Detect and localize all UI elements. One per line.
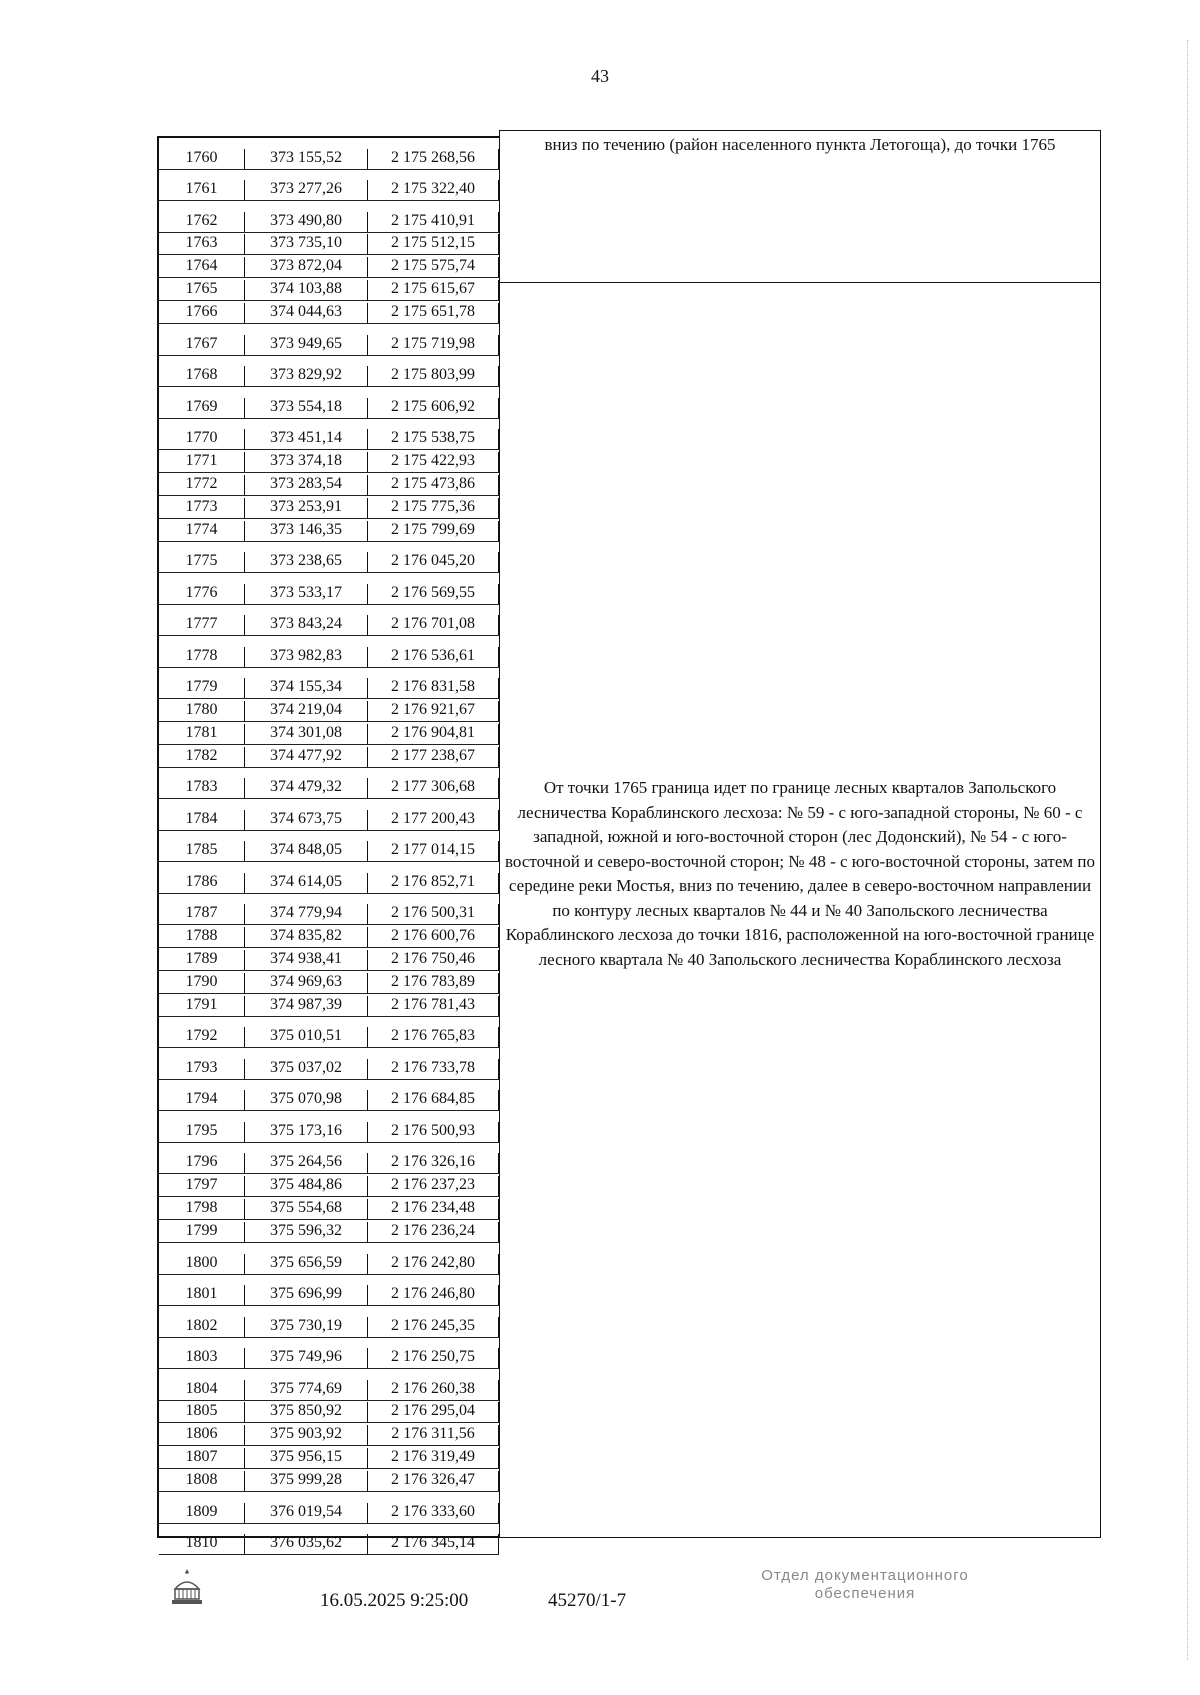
x-coordinate-cell: 373 374,18 [245, 452, 368, 472]
table-row [159, 1143, 499, 1175]
point-number-cell: 1773 [159, 498, 245, 518]
point-number-cell: 1764 [159, 257, 245, 277]
x-coordinate-cell: 375 554,68 [245, 1199, 368, 1219]
y-coordinate-cell: 2 176 569,55 [368, 584, 499, 604]
y-coordinate-cell: 2 176 345,14 [368, 1534, 499, 1554]
table-row [159, 1174, 499, 1197]
y-coordinate-cell: 2 176 781,43 [368, 996, 499, 1016]
y-coordinate-cell: 2 176 733,78 [368, 1059, 499, 1079]
table-row [159, 301, 499, 324]
table-row [159, 419, 499, 451]
x-coordinate-cell: 375 484,86 [245, 1176, 368, 1196]
y-coordinate-cell: 2 175 719,98 [368, 335, 499, 355]
y-coordinate-cell: 2 175 538,75 [368, 429, 499, 449]
y-coordinate-cell: 2 176 245,35 [368, 1317, 499, 1337]
description-column [499, 130, 1101, 1538]
x-coordinate-cell: 373 872,04 [245, 257, 368, 277]
table-row [159, 233, 499, 256]
table-row [159, 722, 499, 745]
point-number-cell: 1767 [159, 335, 245, 355]
table-row [159, 1423, 499, 1446]
point-number-cell: 1799 [159, 1222, 245, 1242]
table-row [159, 1243, 499, 1275]
x-coordinate-cell: 373 155,52 [245, 149, 368, 169]
x-coordinate-cell: 375 850,92 [245, 1402, 368, 1422]
x-coordinate-cell: 375 264,56 [245, 1153, 368, 1173]
point-number-cell: 1763 [159, 234, 245, 254]
point-number-cell: 1810 [159, 1534, 245, 1554]
x-coordinate-cell: 375 696,99 [245, 1285, 368, 1305]
y-coordinate-cell: 2 175 775,36 [368, 498, 499, 518]
table-row [159, 1080, 499, 1112]
x-coordinate-cell: 375 070,98 [245, 1090, 368, 1110]
table-row [159, 971, 499, 994]
point-number-cell: 1778 [159, 647, 245, 667]
point-number-cell: 1807 [159, 1448, 245, 1468]
point-number-cell: 1784 [159, 810, 245, 830]
table-row [159, 745, 499, 768]
y-coordinate-cell: 2 177 306,68 [368, 778, 499, 798]
x-coordinate-cell: 373 735,10 [245, 234, 368, 254]
y-coordinate-cell: 2 176 684,85 [368, 1090, 499, 1110]
point-number-cell: 1795 [159, 1122, 245, 1142]
y-coordinate-cell: 2 176 904,81 [368, 724, 499, 744]
table-row [159, 1446, 499, 1469]
table-row [159, 1469, 499, 1492]
x-coordinate-cell: 375 956,15 [245, 1448, 368, 1468]
x-coordinate-cell: 374 673,75 [245, 810, 368, 830]
y-coordinate-cell: 2 175 473,86 [368, 475, 499, 495]
x-coordinate-cell: 373 277,26 [245, 180, 368, 200]
point-number-cell: 1791 [159, 996, 245, 1016]
table-row [159, 1197, 499, 1220]
y-coordinate-cell: 2 175 651,78 [368, 303, 499, 323]
table-row [159, 831, 499, 863]
footer-datetime: 16.05.2025 9:25:00 [320, 1590, 469, 1611]
y-coordinate-cell: 2 176 333,60 [368, 1503, 499, 1523]
x-coordinate-cell: 373 843,24 [245, 615, 368, 635]
y-coordinate-cell: 2 176 236,24 [368, 1222, 499, 1242]
y-coordinate-cell: 2 175 512,15 [368, 234, 499, 254]
point-number-cell: 1772 [159, 475, 245, 495]
y-coordinate-cell: 2 176 246,80 [368, 1285, 499, 1305]
point-number-cell: 1762 [159, 212, 245, 232]
table-row [159, 1492, 499, 1524]
x-coordinate-cell: 373 146,35 [245, 521, 368, 541]
x-coordinate-cell: 374 835,82 [245, 927, 368, 947]
x-coordinate-cell: 374 044,63 [245, 303, 368, 323]
point-number-cell: 1760 [159, 149, 245, 169]
x-coordinate-cell: 374 779,94 [245, 904, 368, 924]
x-coordinate-cell: 373 490,80 [245, 212, 368, 232]
x-coordinate-cell: 373 982,83 [245, 647, 368, 667]
point-number-cell: 1779 [159, 678, 245, 698]
point-number-cell: 1805 [159, 1402, 245, 1422]
point-number-cell: 1769 [159, 398, 245, 418]
y-coordinate-cell: 2 176 295,04 [368, 1402, 499, 1422]
table-row [159, 450, 499, 473]
point-number-cell: 1801 [159, 1285, 245, 1305]
table-row [159, 1401, 499, 1424]
y-coordinate-cell: 2 175 422,93 [368, 452, 499, 472]
table-row [159, 542, 499, 574]
page-number: 43 [591, 66, 609, 86]
point-number-cell: 1782 [159, 747, 245, 767]
point-number-cell: 1775 [159, 552, 245, 572]
point-number-cell: 1761 [159, 180, 245, 200]
emblem-logo-icon [165, 1565, 209, 1609]
point-number-cell: 1783 [159, 778, 245, 798]
table-row [159, 862, 499, 894]
table-row [159, 1048, 499, 1080]
point-number-cell: 1770 [159, 429, 245, 449]
x-coordinate-cell: 373 451,14 [245, 429, 368, 449]
table-row [159, 1111, 499, 1143]
y-coordinate-cell: 2 176 311,56 [368, 1425, 499, 1445]
y-coordinate-cell: 2 175 322,40 [368, 180, 499, 200]
x-coordinate-cell: 373 829,92 [245, 366, 368, 386]
x-coordinate-cell: 374 301,08 [245, 724, 368, 744]
table-row [159, 668, 499, 700]
table-row [159, 1017, 499, 1049]
table-row [159, 699, 499, 722]
table-row [159, 1369, 499, 1401]
point-number-cell: 1774 [159, 521, 245, 541]
y-coordinate-cell: 2 176 783,89 [368, 973, 499, 993]
y-coordinate-cell: 2 176 260,38 [368, 1380, 499, 1400]
point-number-cell: 1796 [159, 1153, 245, 1173]
table-row [159, 605, 499, 637]
x-coordinate-cell: 375 730,19 [245, 1317, 368, 1337]
table-row [159, 768, 499, 800]
point-number-cell: 1797 [159, 1176, 245, 1196]
point-number-cell: 1766 [159, 303, 245, 323]
x-coordinate-cell: 374 938,41 [245, 950, 368, 970]
footer-department-line2: обеспечения [814, 1585, 916, 1602]
y-coordinate-cell: 2 176 242,80 [368, 1254, 499, 1274]
y-coordinate-cell: 2 176 500,93 [368, 1122, 499, 1142]
table-row [159, 356, 499, 388]
x-coordinate-cell: 376 019,54 [245, 1503, 368, 1523]
x-coordinate-cell: 374 969,63 [245, 973, 368, 993]
x-coordinate-cell: 374 614,05 [245, 873, 368, 893]
x-coordinate-cell: 375 903,92 [245, 1425, 368, 1445]
x-coordinate-cell: 375 596,32 [245, 1222, 368, 1242]
footer-document-number: 45270/1-7 [548, 1590, 627, 1611]
y-coordinate-cell: 2 176 237,23 [368, 1176, 499, 1196]
y-coordinate-cell: 2 176 921,67 [368, 701, 499, 721]
y-coordinate-cell: 2 176 500,31 [368, 904, 499, 924]
y-coordinate-cell: 2 176 326,16 [368, 1153, 499, 1173]
point-number-cell: 1776 [159, 584, 245, 604]
coordinates-table [149, 130, 1101, 1552]
y-coordinate-cell: 2 176 234,48 [368, 1199, 499, 1219]
table-row [159, 1220, 499, 1243]
point-number-cell: 1790 [159, 973, 245, 993]
footer-department-line1: Отдел документационного [761, 1567, 969, 1584]
table-row [159, 255, 499, 278]
x-coordinate-cell: 374 103,88 [245, 280, 368, 300]
x-coordinate-cell: 375 749,96 [245, 1348, 368, 1368]
table-row [159, 1306, 499, 1338]
point-number-cell: 1788 [159, 927, 245, 947]
table-row [159, 994, 499, 1017]
y-coordinate-cell: 2 177 238,67 [368, 747, 499, 767]
x-coordinate-cell: 373 554,18 [245, 398, 368, 418]
x-coordinate-cell: 373 949,65 [245, 335, 368, 355]
x-coordinate-cell: 374 219,04 [245, 701, 368, 721]
point-number-cell: 1792 [159, 1027, 245, 1047]
table-row [159, 201, 499, 233]
x-coordinate-cell: 374 155,34 [245, 678, 368, 698]
y-coordinate-cell: 2 176 750,46 [368, 950, 499, 970]
x-coordinate-cell: 373 238,65 [245, 552, 368, 572]
table-row [159, 496, 499, 519]
x-coordinate-cell: 373 253,91 [245, 498, 368, 518]
x-coordinate-cell: 375 656,59 [245, 1254, 368, 1274]
table-row [159, 894, 499, 926]
y-coordinate-cell: 2 175 575,74 [368, 257, 499, 277]
table-row [159, 1338, 499, 1370]
table-row [159, 138, 499, 170]
point-number-cell: 1780 [159, 701, 245, 721]
description-cell-main: От точки 1765 граница идет по границе лесных кварталов Запольского лесничества Кораблинского лесхоза: № 59 - с юго-западной стороны, № 60 - с западной, южной и юго-восточной сторон (лес Додонский), № 54 - с юго-восточной и северо-восточной сторон; № 48 - с юго-восточной стороны, затем по середине реки Мостья, вниз по течению, далее в северо-восточном направлении по контуру лесных кварталов № 44 и № 40 Запольского лесничества Кораблинского лесхоза до точки 1816, расположенной на юго-восточной границе лесного квартала № 40 Запольского лесничества Кораблинского лесхоза [504, 778, 1096, 969]
y-coordinate-cell: 2 175 606,92 [368, 398, 499, 418]
point-number-cell: 1786 [159, 873, 245, 893]
x-coordinate-cell: 374 987,39 [245, 996, 368, 1016]
table-row [159, 799, 499, 831]
x-coordinate-cell: 375 999,28 [245, 1471, 368, 1491]
point-number-cell: 1798 [159, 1199, 245, 1219]
point-number-cell: 1793 [159, 1059, 245, 1079]
x-coordinate-cell: 376 035,62 [245, 1534, 368, 1554]
y-coordinate-cell: 2 175 799,69 [368, 521, 499, 541]
y-coordinate-cell: 2 176 536,61 [368, 647, 499, 667]
y-coordinate-cell: 2 175 803,99 [368, 366, 499, 386]
y-coordinate-cell: 2 176 701,08 [368, 615, 499, 635]
footer-department-stamp [700, 1567, 1030, 1603]
description-cell-top: вниз по течению (район населенного пункта Летогоща), до точки 1765 [500, 131, 1100, 283]
y-coordinate-cell: 2 176 319,49 [368, 1448, 499, 1468]
x-coordinate-cell: 374 848,05 [245, 841, 368, 861]
y-coordinate-cell: 2 176 852,71 [368, 873, 499, 893]
y-coordinate-cell: 2 176 045,20 [368, 552, 499, 572]
y-coordinate-cell: 2 175 615,67 [368, 280, 499, 300]
x-coordinate-cell: 374 479,32 [245, 778, 368, 798]
point-number-cell: 1771 [159, 452, 245, 472]
point-number-cell: 1765 [159, 280, 245, 300]
table-row [159, 170, 499, 202]
point-number-cell: 1808 [159, 1471, 245, 1491]
y-coordinate-cell: 2 175 410,91 [368, 212, 499, 232]
point-number-cell: 1802 [159, 1317, 245, 1337]
point-number-cell: 1777 [159, 615, 245, 635]
x-coordinate-cell: 375 010,51 [245, 1027, 368, 1047]
x-coordinate-cell: 373 283,54 [245, 475, 368, 495]
point-number-cell: 1804 [159, 1380, 245, 1400]
table-row [159, 278, 499, 301]
point-number-cell: 1768 [159, 366, 245, 386]
y-coordinate-cell: 2 176 250,75 [368, 1348, 499, 1368]
point-number-cell: 1803 [159, 1348, 245, 1368]
point-number-cell: 1789 [159, 950, 245, 970]
table-row [159, 925, 499, 948]
scan-edge-artifact [1187, 40, 1198, 1660]
table-row [159, 387, 499, 419]
y-coordinate-cell: 2 176 765,83 [368, 1027, 499, 1047]
point-number-cell: 1785 [159, 841, 245, 861]
table-row [159, 573, 499, 605]
y-coordinate-cell: 2 177 014,15 [368, 841, 499, 861]
coordinates-columns [157, 136, 499, 1552]
y-coordinate-cell: 2 176 600,76 [368, 927, 499, 947]
table-row [159, 473, 499, 496]
x-coordinate-cell: 375 037,02 [245, 1059, 368, 1079]
y-coordinate-cell: 2 175 268,56 [368, 149, 499, 169]
x-coordinate-cell: 373 533,17 [245, 584, 368, 604]
table-row [159, 948, 499, 971]
x-coordinate-cell: 375 173,16 [245, 1122, 368, 1142]
point-number-cell: 1794 [159, 1090, 245, 1110]
table-row [159, 636, 499, 668]
y-coordinate-cell: 2 176 326,47 [368, 1471, 499, 1491]
point-number-cell: 1800 [159, 1254, 245, 1274]
table-row [159, 324, 499, 356]
x-coordinate-cell: 375 774,69 [245, 1380, 368, 1400]
point-number-cell: 1781 [159, 724, 245, 744]
y-coordinate-cell: 2 177 200,43 [368, 810, 499, 830]
y-coordinate-cell: 2 176 831,58 [368, 678, 499, 698]
table-row [159, 519, 499, 542]
table-row [159, 1524, 499, 1556]
table-row [159, 1275, 499, 1307]
point-number-cell: 1787 [159, 904, 245, 924]
x-coordinate-cell: 374 477,92 [245, 747, 368, 767]
point-number-cell: 1806 [159, 1425, 245, 1445]
point-number-cell: 1809 [159, 1503, 245, 1523]
